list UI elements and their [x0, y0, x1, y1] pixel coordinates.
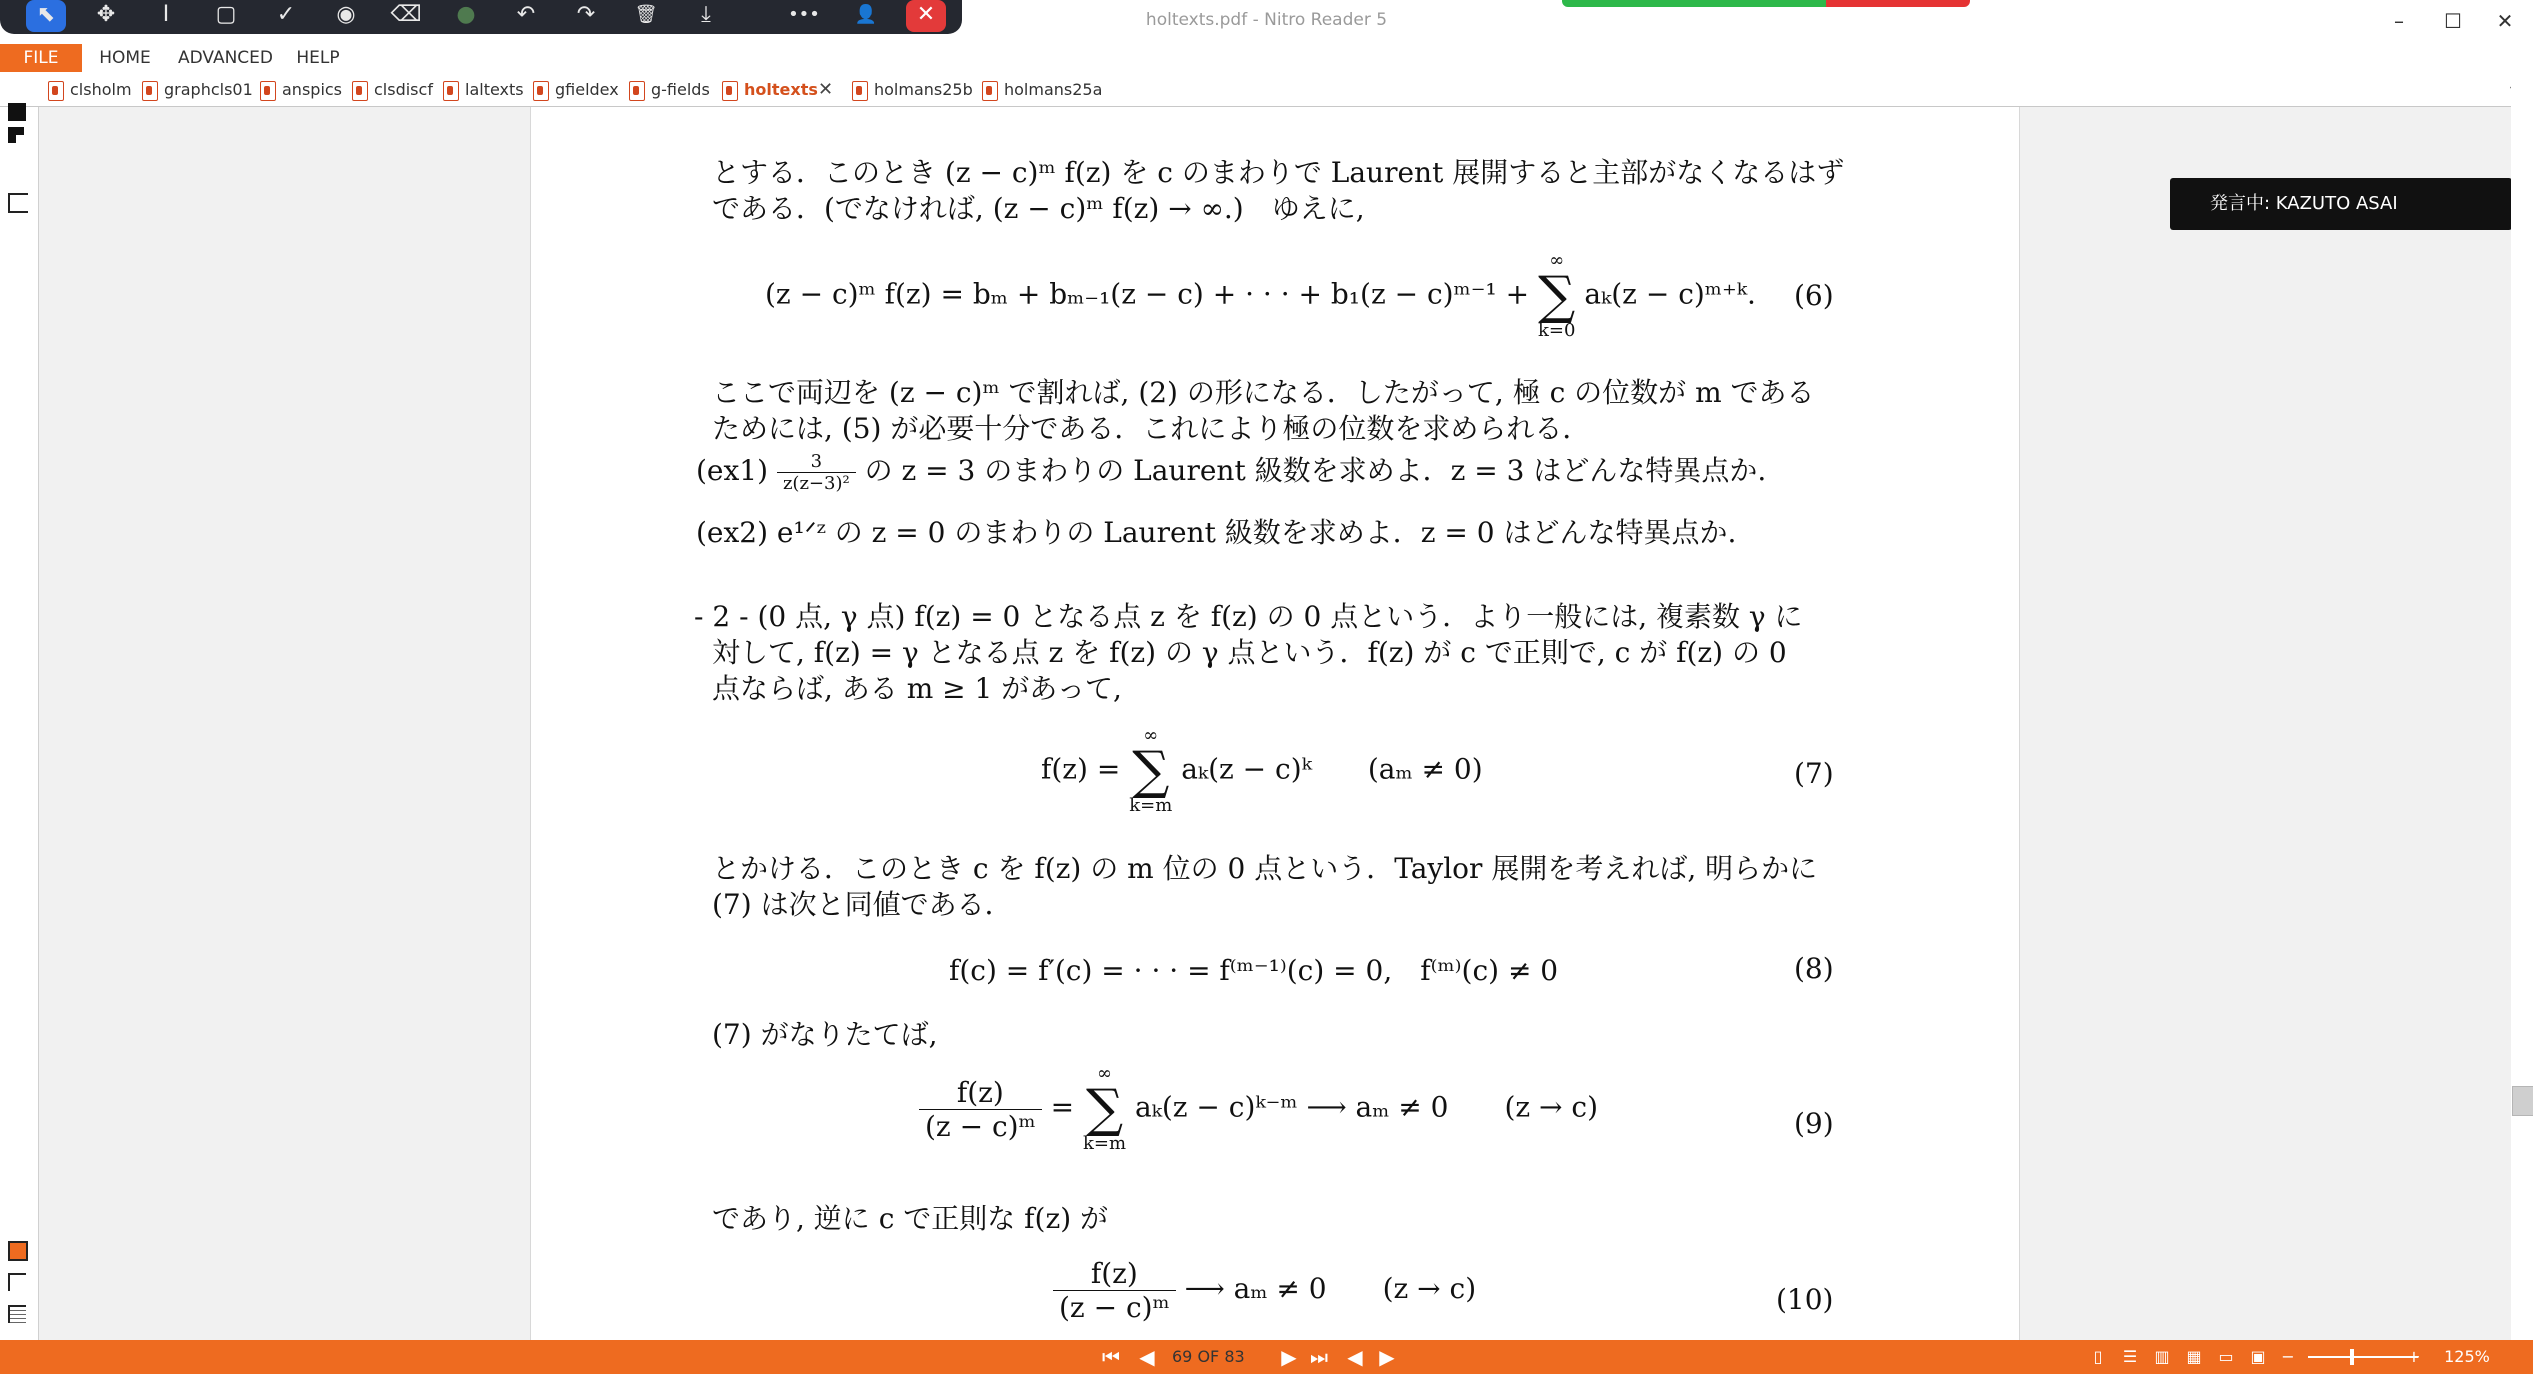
pdf-icon	[533, 81, 549, 101]
equation-number: (9)	[1794, 1107, 1834, 1140]
status-bar	[0, 1340, 2533, 1374]
menu-advanced[interactable]: ADVANCED	[178, 48, 274, 68]
text-line: 対して, f(z) = γ となる点 z を f(z) の γ 点という．f(z) が c で正則で, c が f(z) の 0	[712, 636, 1787, 669]
window-title: holtexts.pdf - Nitro Reader 5	[1145, 10, 1388, 30]
tab-laltexts[interactable]: laltexts	[443, 77, 524, 103]
zoom-level[interactable]: 125%	[2444, 1347, 2490, 1366]
pointer-icon[interactable]: ⬉	[26, 0, 66, 32]
comments-panel-icon[interactable]	[8, 1241, 28, 1261]
scrollbar-thumb[interactable]	[2512, 1086, 2533, 1116]
tab-holtexts[interactable]: holtexts	[722, 77, 818, 103]
facing-continuous-icon[interactable]: ▦	[2186, 1347, 2202, 1366]
text-line: とする．このとき (z − c)ᵐ f(z) を c のまわりで Laurent 展開すると主部がなくなるはず	[712, 156, 1845, 189]
menu-file[interactable]: FILE	[0, 44, 82, 72]
user-icon[interactable]: 👤	[854, 4, 878, 25]
move-icon[interactable]: ✥	[96, 2, 116, 27]
rectangle-icon[interactable]: ▢	[215, 2, 237, 27]
tab-close-icon[interactable]: ✕	[818, 79, 834, 100]
color-circle-icon[interactable]: ●	[456, 2, 476, 27]
eq6-left: (z − c)ᵐ f(z) = bₘ + bₘ₋₁(z − c) + · · · + b₁(z − c)ᵐ⁻¹ +	[765, 277, 1538, 311]
summation: ∞ ∑ k=m	[1082, 1063, 1127, 1154]
equation-number: (6)	[1794, 279, 1834, 312]
tab-g-fields[interactable]: g-fields	[629, 77, 710, 103]
text-line: (7) は次と同値である．	[712, 888, 1013, 921]
tab-anspics[interactable]: anspics	[260, 77, 342, 103]
fit-page-icon[interactable]: ▣	[2250, 1347, 2266, 1366]
text-line: とかける．このとき c を f(z) の m 位の 0 点という．Taylor 展開を考えれば, 明らかに	[712, 852, 1818, 885]
equation-8: f(c) = f′(c) = · · · = f⁽ᵐ⁻¹⁾(c) = 0, f⁽ᵐ⁾(c) ≠ 0	[949, 954, 1559, 987]
text-line: であり, 逆に c で正則な f(z) が	[712, 1202, 1109, 1235]
page-indicator[interactable]: 69 OF 83	[1172, 1347, 1245, 1366]
pdf-icon	[48, 81, 64, 101]
zoom-in-icon[interactable]: +	[2407, 1347, 2421, 1366]
single-page-icon[interactable]: ▯	[2093, 1347, 2103, 1366]
summation: ∞ ∑ k=0	[1538, 250, 1576, 341]
facing-page-icon[interactable]: ▥	[2154, 1347, 2170, 1366]
zoom-out-icon[interactable]: −	[2281, 1347, 2295, 1366]
fraction: $\frac{3}{\text{z(z−3)²}}$	[777, 451, 856, 494]
prev-page-icon[interactable]: ◀	[1139, 1345, 1155, 1369]
trash-icon[interactable]: 🗑	[634, 4, 658, 25]
more-icon[interactable]: •••	[788, 4, 820, 25]
back-view-icon[interactable]: ◀	[1347, 1345, 1363, 1369]
text-line: 点ならば, ある m ≥ 1 があって,	[712, 672, 1122, 705]
tab-holmans25b[interactable]: holmans25b	[852, 77, 973, 103]
window-close-button[interactable]: ✕	[2496, 9, 2514, 33]
equation-number: (7)	[1794, 757, 1834, 790]
vertical-scrollbar[interactable]	[2511, 72, 2533, 1340]
pdf-icon	[629, 81, 645, 101]
pdf-icon	[260, 81, 276, 101]
pdf-icon	[722, 81, 738, 101]
tab-holmans25a[interactable]: holmans25a	[982, 77, 1102, 103]
pdf-icon	[982, 81, 998, 101]
equation-7: f(z) = ∞ ∑ k=m aₖ(z − c)ᵏ (aₘ ≠ 0)	[1041, 725, 1483, 816]
annotation-toolbar	[0, 0, 962, 34]
attachments-panel-icon[interactable]	[8, 127, 24, 143]
stamp-icon[interactable]: ◉	[336, 2, 356, 27]
fraction: $\frac{f(z)}{\text{(z − c)ᵐ}}$	[919, 1076, 1042, 1143]
menu-help[interactable]: HELP	[296, 48, 340, 68]
eraser-icon[interactable]: ⌫	[390, 2, 422, 27]
speaking-indicator: 発言中: KAZUTO ASAI	[2170, 178, 2512, 230]
maximize-button[interactable]: ☐	[2444, 9, 2462, 33]
equation-6	[765, 252, 1756, 340]
tab-clsholm[interactable]: clsholm	[48, 77, 132, 103]
equation-9: $\frac{f(z)}{\text{(z − c)ᵐ}}$ = ∞ ∑ k=m aₖ(z − c)ᵏ⁻ᵐ ⟶ aₘ ≠ 0 (z → c)	[919, 1065, 1598, 1153]
minimize-button[interactable]: –	[2394, 9, 2404, 33]
text-line: ここで両辺を (z − c)ᵐ で割れば, (2) の形になる．したがって, 極 c の位数が m である	[712, 376, 1815, 409]
continuous-page-icon[interactable]: ☰	[2122, 1347, 2138, 1366]
pdf-page	[530, 107, 2020, 1340]
fit-width-icon[interactable]: ▭	[2218, 1347, 2234, 1366]
pdf-icon	[443, 81, 459, 101]
download-icon[interactable]: ⤓	[701, 2, 711, 27]
left-panel	[0, 107, 39, 1340]
text-line: ためには, (5) が必要十分である．これにより極の位数を求められる．	[712, 412, 1591, 445]
menu-bar	[0, 44, 2533, 72]
text-line: - 2 - (0 点, γ 点) f(z) = 0 となる点 z を f(z) の 0 点という．より一般には, 複素数 γ に	[694, 600, 1803, 633]
pdf-icon	[142, 81, 158, 101]
next-page-icon[interactable]: ▶	[1281, 1345, 1297, 1369]
list-panel-icon[interactable]	[8, 1305, 26, 1323]
pdf-icon	[352, 81, 368, 101]
first-page-icon[interactable]: ⏮	[1102, 1345, 1120, 1369]
fraction: $\frac{f(z)}{\text{(z − c)ᵐ}}$	[1053, 1257, 1176, 1324]
equation-10: $\frac{f(z)}{\text{(z − c)ᵐ}}$ ⟶ aₘ ≠ 0 (z → c)	[1053, 1257, 1476, 1324]
toolbar-close-icon[interactable]: ✕	[906, 0, 946, 32]
text-line: (7) がなりたてば,	[712, 1018, 938, 1051]
text-cursor-icon[interactable]: I	[162, 2, 170, 27]
tab-clsdiscf[interactable]: clsdiscf	[352, 77, 433, 103]
zoom-slider-handle[interactable]	[2350, 1349, 2354, 1365]
bookmarks-panel-icon[interactable]	[8, 103, 26, 121]
last-page-icon[interactable]: ⏭	[1310, 1345, 1328, 1369]
tab-graphcls01[interactable]: graphcls01	[142, 77, 253, 103]
exercise-2: (ex2) e¹ᐟᶻ の z = 0 のまわりの Laurent 級数を求めよ．z = 0 はどんな特異点か.	[696, 516, 1737, 549]
layers-panel-icon[interactable]	[8, 1273, 26, 1291]
pages-panel-icon[interactable]	[8, 193, 28, 213]
equation-number: (8)	[1794, 952, 1834, 985]
summation: ∞ ∑ k=m	[1129, 725, 1173, 816]
menu-home[interactable]: HOME	[99, 48, 151, 68]
zoom-slider[interactable]	[2308, 1356, 2418, 1358]
connection-status-green	[1562, 0, 1826, 7]
forward-view-icon[interactable]: ▶	[1379, 1345, 1395, 1369]
document-tabs	[0, 72, 2533, 107]
equation-number: (10)	[1776, 1283, 1834, 1316]
tab-gfieldex[interactable]: gfieldex	[533, 77, 619, 103]
eq6-right: aₖ(z − c)ᵐ⁺ᵏ.	[1575, 277, 1756, 311]
exercise-1: (ex1) $\frac{3}{\text{z(z−3)²}}$ の z = 3 のまわりの Laurent 級数を求めよ．z = 3 はどんな特異点か.	[696, 451, 1767, 494]
check-icon[interactable]: ✓	[276, 2, 296, 27]
connection-status-red	[1826, 0, 1970, 7]
redo-icon[interactable]: ↷	[576, 2, 596, 27]
text-line: である．(でなければ, (z − c)ᵐ f(z) → ∞.) ゆえに,	[712, 192, 1365, 225]
pdf-icon	[852, 81, 868, 101]
undo-icon[interactable]: ↶	[516, 2, 536, 27]
